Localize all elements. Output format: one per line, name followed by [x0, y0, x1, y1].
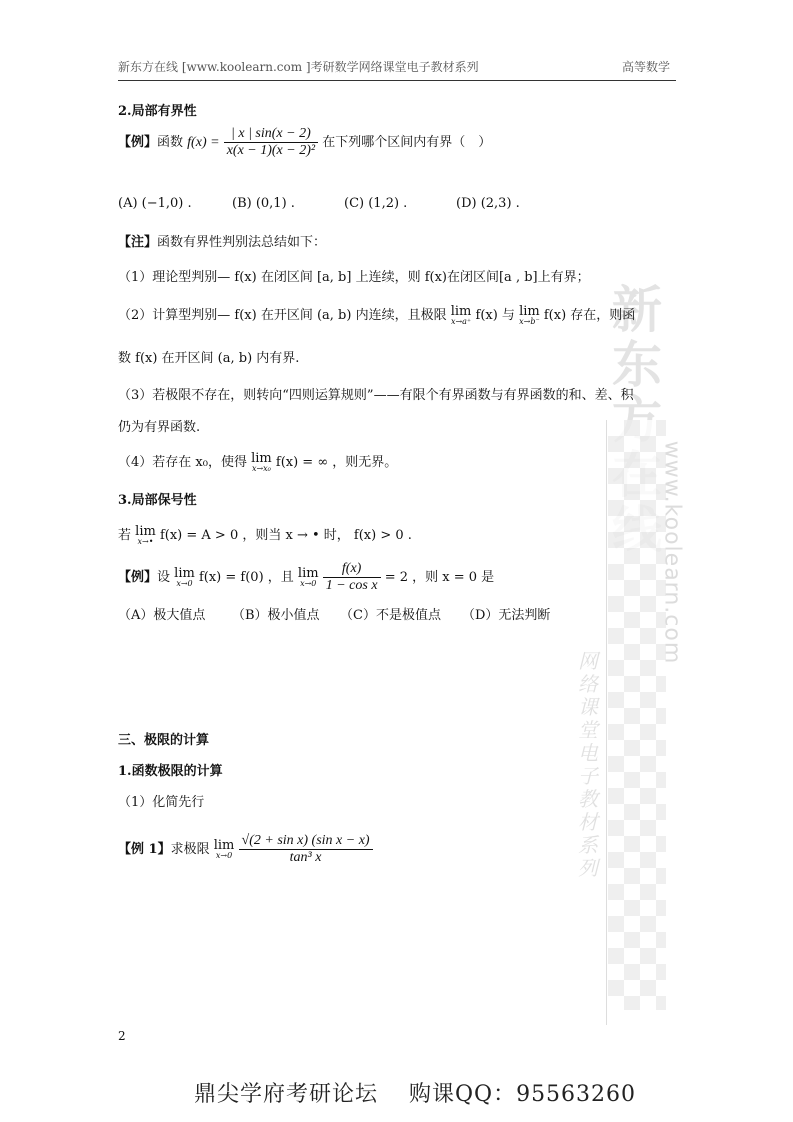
example-text: 求极限: [170, 842, 210, 857]
option-b: （B）极小值点: [232, 608, 320, 623]
example-text: 设: [157, 570, 171, 585]
section-title: 2.局部有界性: [118, 104, 197, 119]
limit-expression: [214, 839, 235, 860]
limit-subscript: x→0: [300, 579, 317, 588]
watermark-char: 东: [612, 336, 662, 394]
option-a: (A) (−1,0) .: [118, 196, 192, 211]
chapter-title: 三、极限的计算: [118, 733, 210, 748]
item-title: （1）化简先行: [118, 795, 205, 810]
limit-expression: [298, 567, 319, 588]
header-subject: 高等数学: [622, 60, 671, 74]
limit-label: lim: [297, 566, 319, 581]
watermark-checker: [608, 420, 666, 1010]
formula-denominator: 1 − cos x: [325, 578, 378, 593]
note-item-2-mid: f(x) 与: [475, 308, 515, 323]
limit-label: lim: [251, 451, 272, 466]
example-mid: f(x) = f(0) ，且: [198, 570, 294, 585]
note-item-3: （3）若极限不存在，则转向“四则运算规则”——有限个有界函数与有界函数的和、差、积: [118, 388, 634, 403]
limit-expression: [519, 305, 540, 326]
formula-denominator: x(x − 1)(x − 2)²: [226, 143, 316, 158]
formula-numerator: | x | sin(x − 2): [224, 127, 318, 143]
note: [118, 236, 326, 249]
example-limit: [118, 834, 373, 865]
watermark-char: 新: [612, 281, 662, 339]
option-d: （D）无法判断: [462, 608, 551, 623]
formula-numerator: f(x): [323, 562, 381, 578]
statement-text: f(x) = A > 0 ，则当 x → • 时， f(x) > 0 .: [159, 528, 412, 543]
watermark-sub-char: 电: [578, 741, 598, 765]
limit-subscript: x→0: [176, 579, 193, 588]
note-item-4-text: （4）若存在 x₀，使得: [118, 455, 247, 470]
formula-fraction: [323, 562, 381, 593]
note-item-2-end: f(x) 存在，则函: [543, 308, 636, 323]
example-tag: 【例】: [118, 135, 158, 150]
statement-prefix: 若: [118, 528, 132, 543]
limit-expression: [135, 525, 156, 546]
note-item-2: [118, 305, 635, 326]
watermark-sub-char: 网: [578, 649, 598, 673]
note-tag: 【注】: [118, 235, 158, 250]
option-c: (C) (1,2) .: [344, 196, 408, 211]
note-item-4: [118, 452, 397, 473]
watermark-sub-char: 课: [578, 695, 598, 719]
note-item-4-end: f(x) = ∞ ，则无界。: [275, 455, 398, 470]
watermark-sub-char: 堂: [578, 718, 598, 742]
limit-subscript: x→•: [137, 537, 154, 546]
limit-subscript: x→a⁺: [450, 317, 472, 326]
formula-lhs: f(x) =: [187, 135, 220, 150]
example-tag: 【例】: [118, 570, 158, 585]
header-rule: [118, 80, 676, 81]
formula-fraction: [224, 127, 318, 158]
limit-label: lim: [519, 304, 540, 319]
example-sign-preserving: [118, 562, 494, 593]
limit-subscript: x→x₀: [251, 464, 271, 473]
example-question: 在下列哪个区间内有界（ ）: [322, 135, 492, 150]
formula-numerator: √(2 + sin x) (sin x − x): [239, 834, 373, 850]
formula-denominator: tan³ x: [289, 850, 322, 865]
example-text: 函数: [157, 135, 184, 150]
watermark-sub-char: 材: [578, 810, 598, 834]
formula-fraction: [239, 834, 373, 865]
watermark-url: www.koolearn.com: [659, 440, 685, 665]
option-a: （A）极大值点: [118, 608, 206, 623]
footer-banner: 鼎尖学府考研论坛 购课QQ：95563260: [194, 1082, 637, 1107]
limit-label: lim: [174, 566, 195, 581]
example-tag: 【例 1】: [118, 842, 171, 857]
watermark-sub-char: 系: [578, 833, 598, 857]
limit-subscript: x→0: [215, 851, 233, 860]
watermark-sub-char: 列: [578, 856, 598, 880]
note-item-2-cont: 数 f(x) 在开区间 (a, b) 内有界.: [118, 351, 300, 366]
limit-expression: [451, 305, 472, 326]
limit-subscript: x→b⁻: [519, 317, 540, 326]
watermark-line: [606, 420, 607, 1025]
subsection-title: 1.函数极限的计算: [118, 764, 223, 779]
note-item-3-cont: 仍为有界函数.: [118, 420, 201, 435]
header-title: 新东方在线 [www.koolearn.com ]考研数学网络课堂电子教材系列: [118, 60, 479, 74]
limit-expression: [251, 452, 272, 473]
limit-label: lim: [135, 524, 156, 539]
note-item-1: （1）理论型判别— f(x) 在闭区间 [a, b] 上连续，则 f(x)在闭区间[a , b]上有界；: [118, 270, 590, 285]
option-d: (D) (2,3) .: [456, 196, 520, 211]
option-b: (B) (0,1) .: [232, 196, 295, 211]
example-end: = 2 ，则 x = 0 是: [384, 570, 495, 585]
example-boundedness: [118, 127, 491, 158]
note-item-2-text: （2）计算型判别— f(x) 在开区间 (a, b) 内连续，且极限: [118, 308, 447, 323]
watermark-sub-char: 络: [578, 672, 598, 696]
sign-preserving-statement: [118, 525, 412, 546]
watermark-sub-char: 教: [578, 787, 598, 811]
section-title: 3.局部保号性: [118, 493, 197, 508]
note-text: 函数有界性判别法总结如下：: [157, 235, 327, 250]
limit-label: lim: [213, 838, 235, 853]
option-c: （C）不是极值点: [340, 608, 441, 623]
limit-label: lim: [450, 304, 472, 319]
page-number: 2: [118, 1029, 126, 1043]
limit-expression: [174, 567, 195, 588]
watermark-sub-char: 子: [578, 764, 598, 788]
